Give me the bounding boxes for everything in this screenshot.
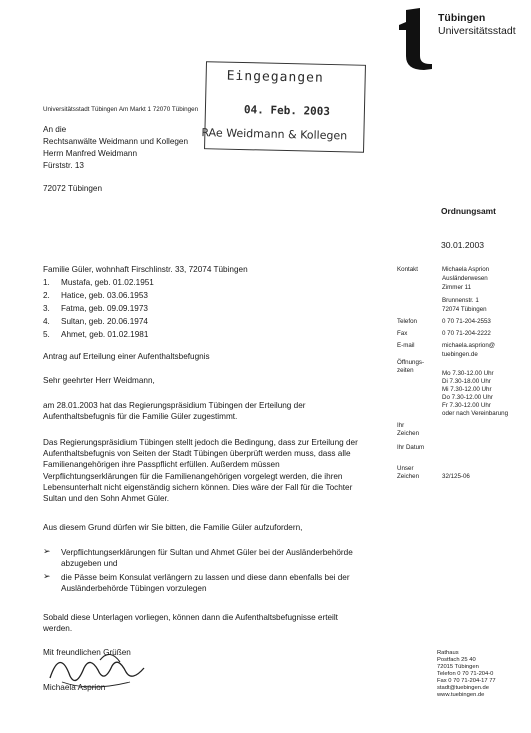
family-member: Fatma, geb. 09.09.1973 [61, 304, 148, 313]
family-num: 1. [43, 278, 50, 287]
family-num: 4. [43, 317, 50, 326]
recipient-line: Herrn Manfred Weidmann [43, 149, 138, 158]
footer-line: Telefon 0 70 71-204-0 [437, 671, 494, 677]
family-member: Ahmet, geb. 01.02.1981 [61, 330, 149, 339]
salutation: Sehr geehrter Herr Weidmann, [43, 376, 155, 385]
tuebingen-logo-mark [398, 8, 434, 75]
office-name: Ordnungsamt [441, 206, 496, 216]
stamp-title: Eingegangen [226, 68, 324, 86]
hours-line: Fr 7.30-12.00 Uhr [442, 402, 491, 409]
contact-label: Kontakt [397, 266, 418, 273]
recipient-city: 72072 Tübingen [43, 184, 103, 193]
family-member: Hatice, geb. 03.06.1953 [61, 291, 148, 300]
footer-line: 72015 Tübingen [437, 664, 479, 670]
hours-line: oder nach Vereinbarung [442, 410, 509, 417]
sender-line: Universitätsstadt Tübingen Am Markt 1 72070 Tübingen [43, 106, 199, 113]
family-member: Sultan, geb. 20.06.1974 [61, 317, 148, 326]
body-paragraph: Sobald diese Unterlagen vorliegen, können dann die Aufenthaltsbefugnisse erteilt werden. [43, 613, 338, 634]
telefon-value: 0 70 71-204-2553 [442, 318, 491, 325]
received-stamp [201, 61, 366, 153]
family-num: 2. [43, 291, 50, 300]
contact-line: Zimmer 11 [442, 284, 472, 291]
signer-name: Michaela Asprion [43, 683, 106, 692]
contact-line: Ausländerwesen [442, 275, 488, 282]
unser-zeichen-label: Unser Zeichen [397, 465, 420, 480]
bullet-arrow-icon: ➢ [43, 571, 51, 581]
ihr-zeichen-label: Ihr Zeichen [397, 422, 420, 437]
family-heading: Familie Güler, wohnhaft Firschlinstr. 33, 72074 Tübingen [43, 265, 248, 274]
subject-line: Antrag auf Erteilung einer Aufenthaltsbefugnis [43, 352, 210, 361]
city-subtitle: Universitätsstadt [438, 25, 516, 37]
hours-line: Mi 7.30-12.00 Uhr [442, 386, 492, 393]
family-member: Mustafa, geb. 01.02.1951 [61, 278, 154, 287]
contact-line: Brunnenstr. 1 [442, 297, 479, 304]
closing: Mit freundlichen Grüßen [43, 648, 131, 657]
ihr-datum-label: Ihr Datum [397, 444, 425, 451]
body-paragraph: Aus diesem Grund dürfen wir Sie bitten, die Familie Güler aufzufordern, [43, 523, 303, 532]
email-value: tuebingen.de [442, 351, 478, 358]
hours-label: Öffnungs- zeiten [397, 359, 425, 374]
bullet-item: Verpflichtungserklärungen für Sultan und Ahmet Güler bei der Ausländerbehörde abzugeben und [61, 548, 353, 569]
hours-line: Di 7.30-18.00 Uhr [442, 378, 491, 385]
family-num: 5. [43, 330, 50, 339]
hours-line: Do 7.30-12.00 Uhr [442, 394, 493, 401]
footer-line: Rathaus [437, 650, 459, 656]
recipient-line: Fürststr. 13 [43, 161, 84, 170]
recipient-line: An die [43, 125, 67, 134]
fax-value: 0 70 71-204-2222 [442, 330, 491, 337]
hours-line: Mo 7.30-12.00 Uhr [442, 370, 494, 377]
email-label: E-mail [397, 342, 415, 349]
recipient-line: Rechtsanwälte Weidmann und Kollegen [43, 137, 189, 146]
stamp-date: 04. Feb. 2003 [243, 103, 331, 119]
family-num: 3. [43, 304, 50, 313]
city-name: Tübingen [438, 12, 486, 24]
contact-line: Michaela Asprion [442, 266, 490, 273]
footer-line: stadt@tuebingen.de [437, 685, 489, 691]
stamp-recipient: RAe Weidmann & Kollegen [201, 126, 348, 143]
footer-line: www.tuebingen.de [437, 692, 485, 698]
body-paragraph: am 28.01.2003 hat das Regierungspräsidium Tübingen der Erteilung der Aufenthaltsbefugnis für die Familie Güler zugestimmt. [43, 401, 306, 422]
footer-line: Fax 0 70 71-204-17 77 [437, 678, 496, 684]
bullet-item: die Pässe beim Konsulat verlängern zu lassen und diese dann ebenfalls bei der Ausländerbehörde Tübingen vorzulegen [61, 573, 350, 594]
fax-label: Fax [397, 330, 408, 337]
body-paragraph: Das Regierungspräsidium Tübingen stellt jedoch die Bedingung, dass zur Erteilung der Aufenthaltsbefugnis von Seiten der Stadt Tübingen überprüft werden muss, dass alle Familienangehörigen ihre Passpflicht erfüllen. Außerdem müssen Verpflichtungserklärungen für die Familienangehörigen vorgelegt werden, die ihren Lebensunterhalt nicht eigenständig sichern können. Dies wäre der Fall für die Tochter Sultan und den Sohn Ahmet Güler. [43, 438, 358, 504]
contact-line: 72074 Tübingen [442, 306, 487, 313]
telefon-label: Telefon [397, 318, 417, 325]
footer-line: Postfach 25 40 [437, 657, 476, 663]
unser-zeichen-value: 32/125-06 [442, 473, 470, 480]
letter-date: 30.01.2003 [441, 240, 485, 250]
bullet-arrow-icon: ➢ [43, 546, 51, 556]
email-value: michaela.asprion@ [442, 342, 496, 349]
